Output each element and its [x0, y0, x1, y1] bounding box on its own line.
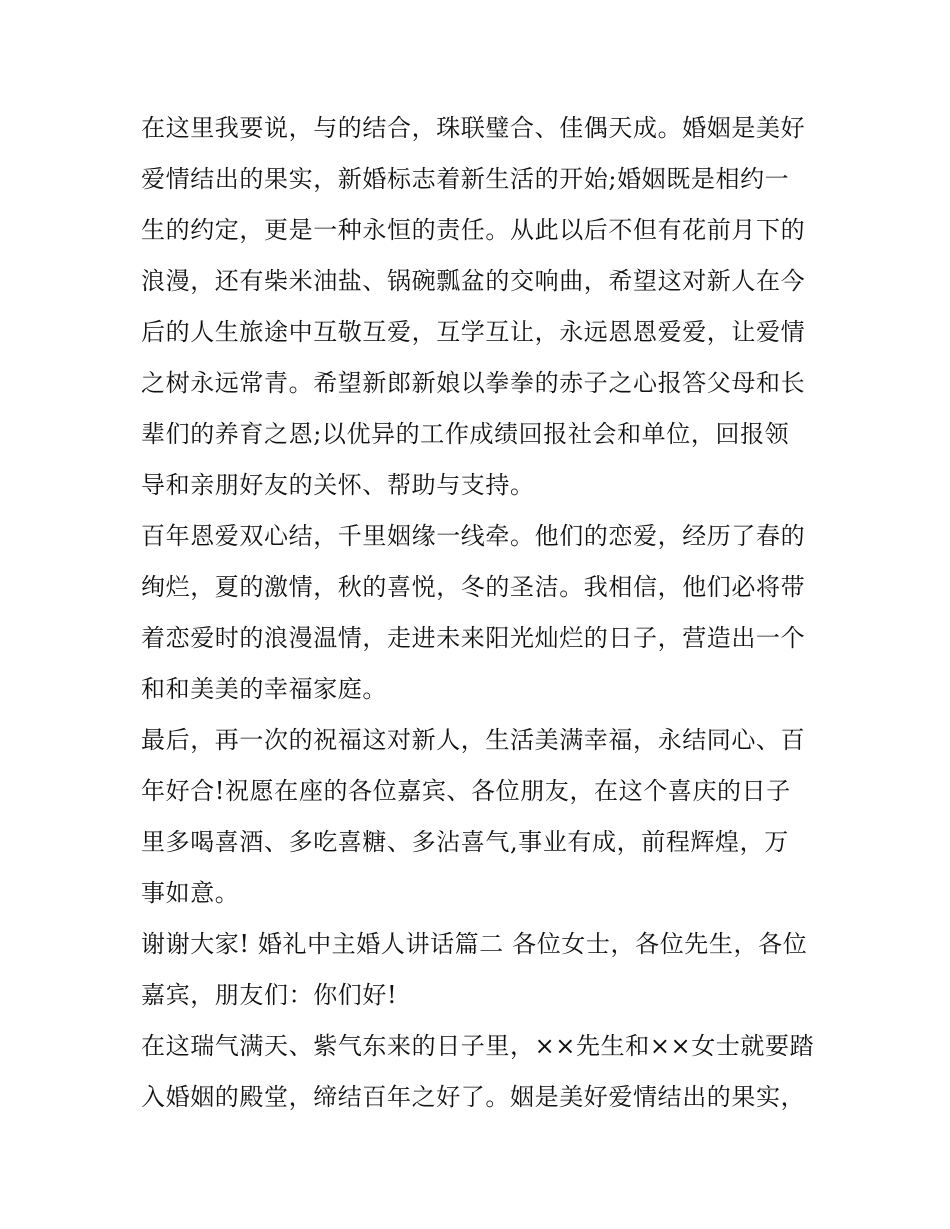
- text-line: 绚烂，夏的激情，秋的喜悦，冬的圣洁。我相信，他们必将带: [141, 573, 806, 601]
- text-line: 年好合!祝愿在座的各位嘉宾、各位朋友，在这个喜庆的日子: [141, 777, 791, 805]
- text-line: 在这瑞气满天、紫气东来的日子里，××先生和××女士就要踏: [141, 1032, 815, 1060]
- text-line: 和和美美的幸福家庭。: [141, 675, 387, 703]
- text-line: 在这里我要说，与的结合，珠联璧合、佳偶天成。婚姻是美好: [141, 114, 806, 142]
- text-line: 着恋爱时的浪漫温情，走进未来阳光灿烂的日子，营造出一个: [141, 624, 806, 652]
- text-line: 生的约定，更是一种永恒的责任。从此以后不但有花前月下的: [141, 216, 806, 244]
- text-line: 事如意。: [141, 879, 240, 907]
- text-line: 之树永远常青。希望新郎新娘以拳拳的赤子之心报答父母和长: [141, 369, 806, 397]
- text-line: 后的人生旅途中互敬互爱，互学互让，永远恩恩爱爱，让爱情: [141, 318, 806, 346]
- text-line: 爱情结出的果实，新婚标志着新生活的开始;婚姻既是相约一: [141, 165, 790, 193]
- document-body: [141, 103, 821, 1123]
- text-line: 入婚姻的殿堂，缔结百年之好了。姻是美好爱情结出的果实，: [141, 1083, 806, 1111]
- text-line: 最后，再一次的祝福这对新人，生活美满幸福，永结同心、百: [141, 726, 806, 754]
- text-line: 里多喝喜酒、多吃喜糖、多沾喜气,事业有成，前程辉煌，万: [141, 828, 789, 856]
- text-line: 浪漫，还有柴米油盐、锅碗瓢盆的交响曲，希望这对新人在今: [141, 267, 806, 295]
- text-line: 嘉宾，朋友们：你们好!: [141, 981, 398, 1009]
- text-line: 百年恩爱双心结，千里姻缘一线牵。他们的恋爱，经历了春的: [141, 522, 806, 550]
- text-line: 导和亲朋好友的关怀、帮助与支持。: [141, 471, 535, 499]
- text-line: 谢谢大家! 婚礼中主婚人讲话篇二 各位女士，各位先生，各位: [141, 930, 808, 958]
- text-line: 辈们的养育之恩;以优异的工作成绩回报社会和单位，回报领: [141, 420, 790, 448]
